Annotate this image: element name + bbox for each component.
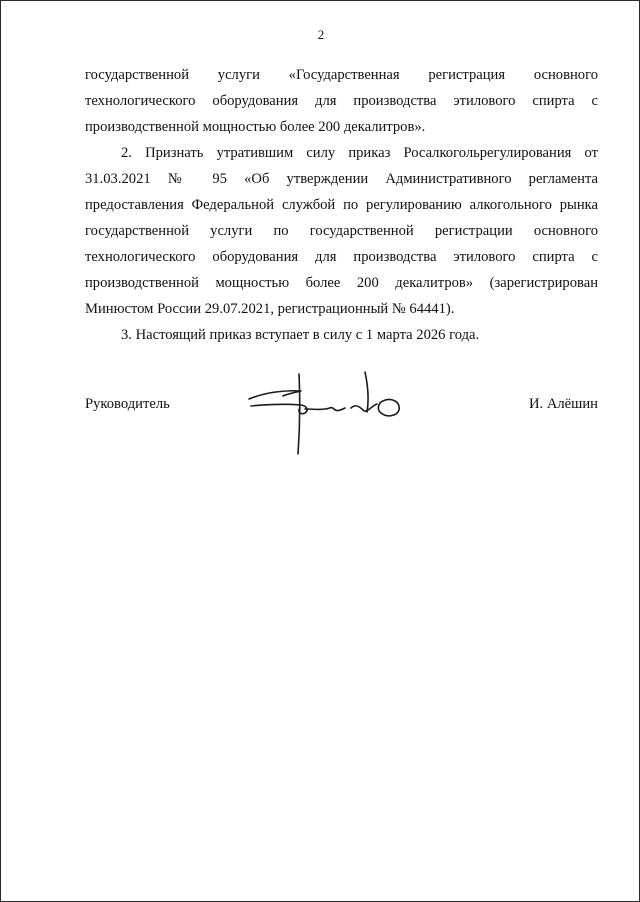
paragraph-item-3: 3. Настоящий приказ вступает в силу с 1 марта 2026 года. <box>121 327 480 343</box>
signatory-title: Руководитель <box>85 396 170 412</box>
paragraph-item-2: 2. Признать утратившим силу приказ Росалкогольрегулирования от 31.03.2021 № 95 «Об утверждении Административного регламента предоставления Федеральной службой по регулированию алкогольного рынка государственной услуги по государственной регистрации основного технологического оборудования для производства этилового спирта с производственной мощностью более 200 декалитров» (зарегистрирован Минюстом России 29.07.2021, регистрационный № 64441). <box>85 145 598 317</box>
handwritten-signature <box>241 366 411 458</box>
signatory-name: И. Алёшин <box>529 396 598 412</box>
page-number: 2 <box>317 27 325 42</box>
paragraph-continuation: государственной услуги «Государственная регистрация основного технологического оборудования для производства этилового спирта с производственной мощностью более 200 декалитров». <box>85 67 598 135</box>
document-body <box>85 62 598 348</box>
